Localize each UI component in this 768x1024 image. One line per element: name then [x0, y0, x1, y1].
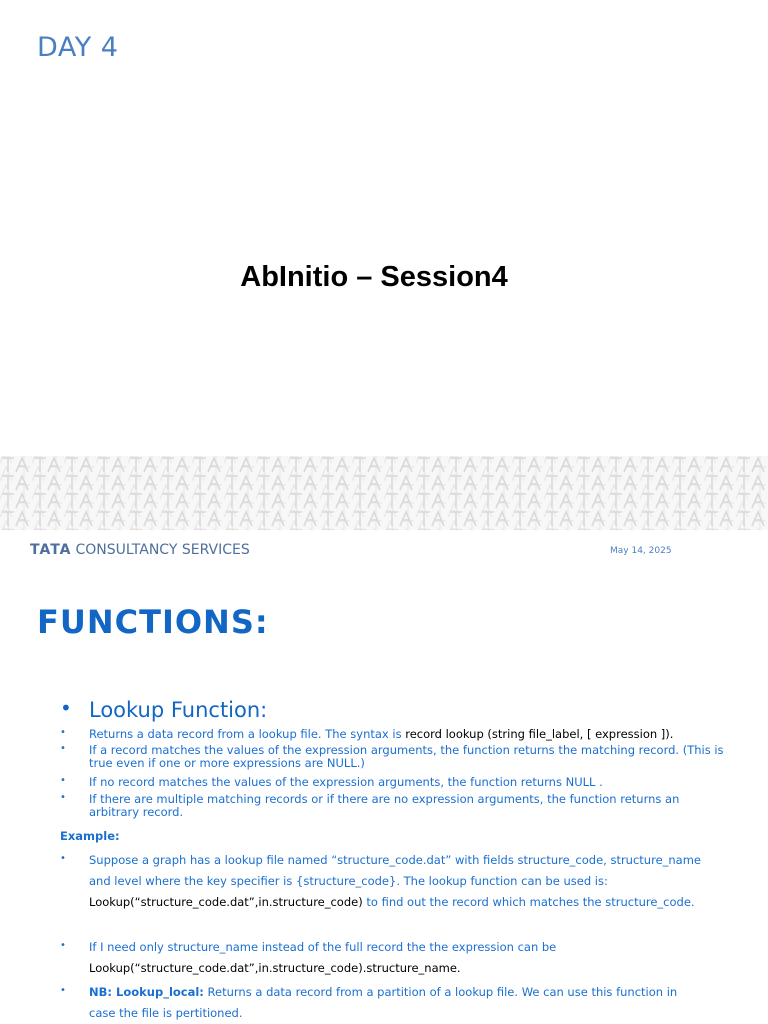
- sub-bullet-icon: •: [60, 727, 66, 738]
- functions-heading: FUNCTIONS:: [37, 603, 269, 641]
- tcs-logo-text: CONSULTANCY SERVICES: [75, 542, 250, 558]
- sub-bullet-text: If there are multiple matching records or if there are no expression arguments, the function returns an arbitrary record.: [89, 792, 680, 819]
- example-item: [89, 937, 704, 979]
- day-label: DAY 4: [37, 32, 119, 63]
- sub-bullet-text: If a record matches the values of the expression arguments, the function returns the matching record. (This is true even if one or more expressions are NULL.): [89, 743, 724, 770]
- example-code: Lookup(“structure_code.dat”,in.structure_code).structure_name: [89, 961, 457, 975]
- tata-logo-mark: TATA: [30, 542, 72, 558]
- sub-bullet-icon: •: [60, 775, 66, 786]
- sub-bullet: [89, 776, 729, 789]
- sub-bullet: [89, 793, 729, 819]
- sub-bullet-icon: •: [60, 792, 66, 803]
- footer-date: May 14, 2025: [610, 546, 672, 556]
- example-code: Lookup(“structure_code.dat”,in.structure_code): [89, 895, 363, 909]
- sub-bullet: [89, 744, 729, 770]
- sub-bullet-text: If no record matches the values of the expression arguments, the function returns NULL .: [89, 775, 603, 789]
- syntax-text: record lookup (string file_label, [ expression ]): [405, 727, 670, 741]
- example-bullet-icon: •: [60, 853, 66, 864]
- example-text: If I need only structure_name instead of the full record the the expression can be: [89, 940, 557, 954]
- sub-bullet-icon: •: [60, 743, 66, 754]
- bullet-icon: •: [60, 696, 72, 720]
- sub-bullet: [89, 728, 729, 741]
- example-bullet-icon: •: [60, 985, 66, 996]
- sub-bullet-end: .: [669, 727, 674, 741]
- example-item: [89, 982, 704, 1024]
- sub-bullet-text: Returns a data record from a lookup file. The syntax is: [89, 727, 406, 741]
- tata-pattern-band: [0, 456, 768, 530]
- example-text: Suppose a graph has a lookup file named “structure_code.dat” with fields structure_code, structure_name and level where the key specifier is {structure_code}. The lookup function can be used is:: [89, 853, 702, 888]
- nb-label: NB: Lookup_local:: [89, 985, 204, 999]
- tcs-logo: [30, 542, 250, 558]
- example-text-end: .: [456, 961, 461, 975]
- example-label: Example:: [60, 829, 120, 843]
- tata-pattern-graphic: [0, 456, 768, 530]
- example-text-end: to find out the record which matches the structure_code.: [362, 895, 695, 909]
- example-bullet-icon: •: [60, 940, 66, 951]
- session-title: AbInitio – Session4: [240, 261, 508, 293]
- main-bullet-text: Lookup Function:: [89, 698, 268, 722]
- example-item: [89, 850, 704, 913]
- example-text: Returns a data record from a partition of a lookup file. We can use this function in case the file is pertitioned.: [89, 985, 678, 1020]
